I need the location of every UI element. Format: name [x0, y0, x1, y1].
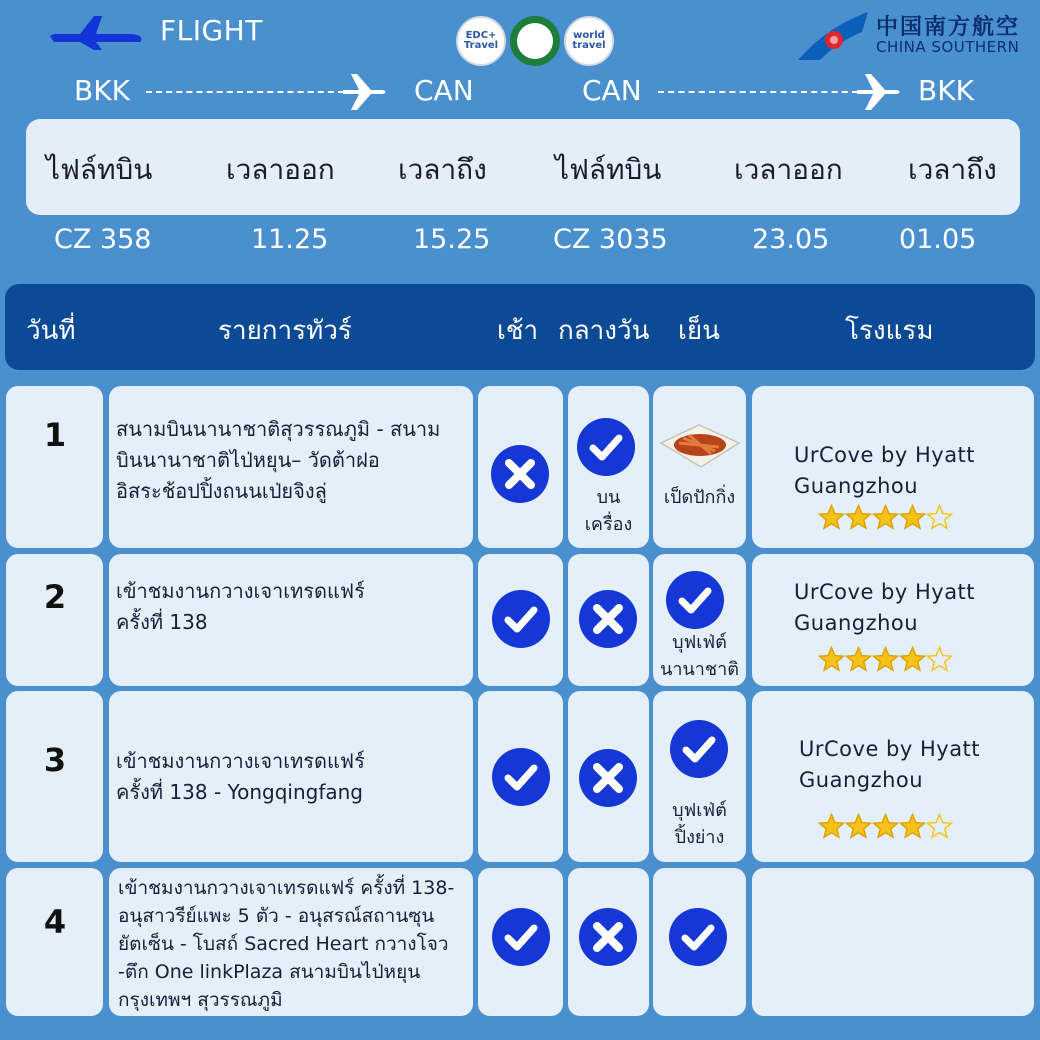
col-header-lunch: กลางวัน	[558, 316, 650, 346]
program-line: ครั้งที่ 138	[116, 610, 208, 634]
star-filled-icon	[845, 813, 872, 839]
program-line: -ตึก One linkPlaza สนามบินไป่หยุน	[118, 961, 421, 983]
dinner-note	[653, 797, 746, 851]
hotel-name-line: Guangzhou	[794, 474, 919, 498]
partner-logos	[456, 16, 614, 66]
check-icon	[669, 719, 729, 779]
program-line: ครั้งที่ 138 - Yongqingfang	[116, 780, 363, 804]
star-filled-icon	[872, 646, 899, 672]
star-filled-icon	[872, 504, 899, 530]
flight-header-depart: เวลาออก	[226, 153, 335, 186]
flight-number-return: CZ 3035	[553, 224, 668, 255]
col-header-breakfast: เช้า	[497, 316, 539, 346]
check-icon	[665, 570, 725, 630]
check-icon	[668, 907, 728, 967]
star-empty-icon	[926, 646, 953, 672]
dinner-note-line: นานาชาติ	[660, 659, 739, 680]
program-text	[116, 746, 365, 808]
flight-label: FLIGHT	[160, 14, 263, 47]
program-text	[116, 414, 440, 507]
col-header-hotel: โรงแรม	[845, 316, 934, 346]
cross-icon	[578, 748, 638, 808]
day-number: 4	[43, 903, 67, 941]
star-empty-icon	[926, 504, 953, 530]
hotel-name-line: Guangzhou	[794, 611, 919, 635]
hotel-rating	[818, 504, 953, 530]
flight-header-depart: เวลาออก	[734, 153, 843, 186]
hotel-name	[794, 577, 975, 639]
day-cell	[6, 386, 103, 548]
day-cell	[6, 868, 103, 1016]
star-filled-icon	[899, 813, 926, 839]
star-empty-icon	[926, 813, 953, 839]
dinner-note-line: เป็ดปักกิ่ง	[663, 487, 736, 508]
flight-header-arrive: เวลาถึง	[908, 153, 997, 186]
program-line: อิสระช้อปปิ้งถนนเป่ยจิงลู่	[116, 479, 327, 503]
route-2-origin: CAN	[582, 74, 642, 107]
program-line: เข้าชมงานกวางเจาเทรดแฟร์ ครั้งที่ 138-	[118, 877, 455, 899]
check-icon	[491, 747, 551, 807]
flight-header-arrive: เวลาถึง	[398, 153, 487, 186]
airline-name-cn: 中国南方航空	[876, 15, 1021, 40]
route-1-origin: BKK	[74, 74, 130, 107]
col-header-program: รายการทัวร์	[218, 316, 352, 346]
hotel-cell	[752, 868, 1034, 1016]
dinner-note-line: บุฟเฟ่ต์	[672, 800, 727, 821]
hotel-name-line: UrCove by Hyatt	[794, 580, 976, 604]
hotel-name	[799, 734, 980, 796]
star-filled-icon	[899, 504, 926, 530]
arrive-time-outbound: 15.25	[413, 224, 491, 255]
star-filled-icon	[899, 646, 926, 672]
lunch-note-line: บน	[596, 487, 621, 508]
cross-icon	[490, 444, 550, 504]
dinner-note	[653, 629, 746, 683]
day-cell	[6, 554, 103, 686]
star-filled-icon	[818, 646, 845, 672]
program-line: บินนานาชาติไป่หยุน– วัดต้าฝอ	[116, 448, 380, 472]
flight-header-flight: ไฟล์ทบิน	[46, 153, 153, 186]
program-line: สนามบินนานาชาติสุวรรณภูมิ - สนาม	[116, 417, 441, 441]
day-number: 1	[43, 416, 67, 454]
arrive-time-return: 01.05	[899, 224, 977, 255]
partner-logo-green	[510, 16, 560, 66]
route-2-dashline	[658, 91, 858, 93]
route-1-dashline	[146, 91, 344, 93]
lunch-note-line: เครื่อง	[584, 514, 633, 535]
route-1-destination: CAN	[414, 74, 474, 107]
program-line: กรุงเทพฯ สุวรรณภูมิ	[118, 989, 283, 1011]
cross-icon	[578, 589, 638, 649]
peking-duck-icon	[657, 421, 743, 473]
edc-travel-logo: EDC+ Travel	[456, 16, 506, 66]
program-line: อนุสาวรีย์แพะ 5 ตัว - อนุสรณ์สถานซุน	[118, 905, 435, 927]
depart-time-return: 23.05	[752, 224, 830, 255]
airplane-icon	[857, 72, 901, 112]
check-icon	[491, 907, 551, 967]
day-number: 2	[43, 578, 67, 616]
star-filled-icon	[845, 646, 872, 672]
check-icon	[491, 589, 551, 649]
airline-name-en: CHINA SOUTHERN	[876, 38, 1020, 56]
program-text	[118, 874, 454, 1014]
airplane-icon	[50, 12, 145, 52]
hotel-rating	[818, 813, 953, 839]
flight-number-outbound: CZ 358	[54, 224, 152, 255]
china-southern-logo	[796, 10, 870, 62]
program-line: ยัตเซ็น - โบสถ์ Sacred Heart กวางโจว	[118, 933, 449, 955]
col-header-day: วันที่	[26, 316, 76, 346]
program-line: เข้าชมงานกวางเจาเทรดแฟร์	[116, 579, 365, 603]
program-line: เข้าชมงานกวางเจาเทรดแฟร์	[116, 749, 365, 773]
dinner-note-line: บุฟเฟ่ต์	[672, 632, 727, 653]
route-2-destination: BKK	[918, 74, 974, 107]
star-filled-icon	[818, 813, 845, 839]
hotel-rating	[818, 646, 953, 672]
cross-icon	[578, 907, 638, 967]
lunch-note	[568, 484, 649, 538]
col-header-dinner: เย็น	[678, 316, 720, 346]
hotel-name-line: Guangzhou	[799, 768, 924, 792]
day-number: 3	[43, 741, 67, 779]
star-filled-icon	[872, 813, 899, 839]
star-filled-icon	[845, 504, 872, 530]
flight-info-box	[26, 119, 1020, 215]
hotel-name-line: UrCove by Hyatt	[799, 737, 981, 761]
hotel-name	[794, 440, 975, 502]
program-text	[116, 576, 365, 638]
airplane-icon	[343, 72, 387, 112]
hotel-name-line: UrCove by Hyatt	[794, 443, 976, 467]
star-filled-icon	[818, 504, 845, 530]
dinner-note	[653, 484, 746, 511]
dinner-note-line: ปิ้งย่าง	[674, 827, 725, 848]
check-icon	[576, 417, 636, 477]
depart-time-outbound: 11.25	[251, 224, 329, 255]
world-travel-logo: world travel	[564, 16, 614, 66]
flight-header-flight: ไฟล์ทบิน	[555, 153, 662, 186]
